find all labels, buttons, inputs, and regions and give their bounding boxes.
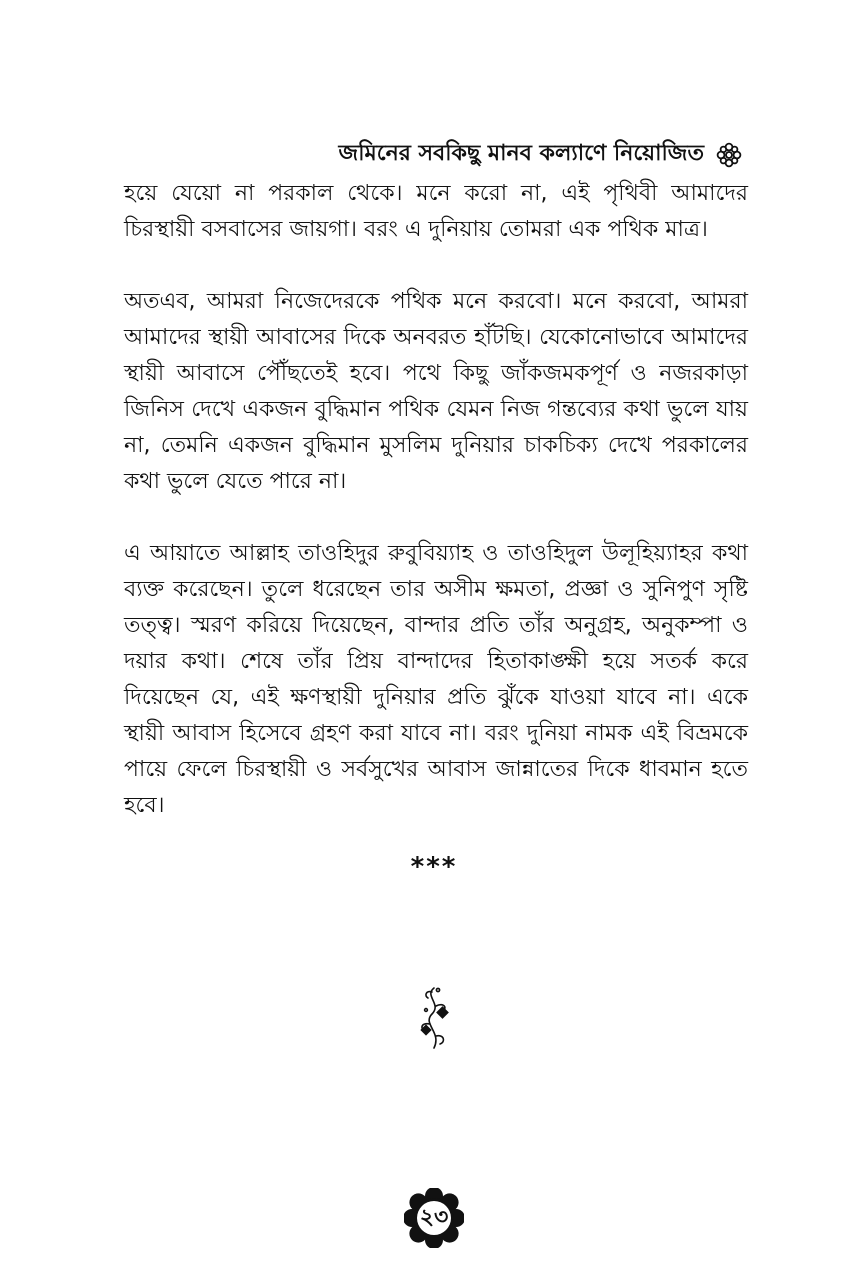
running-title: জমিনের সবকিছু মানব কল্যাণে নিয়োজিত bbox=[338, 141, 704, 166]
flower-ornament-icon bbox=[716, 142, 742, 168]
running-header bbox=[339, 136, 742, 173]
page-number: ২৩ bbox=[419, 1205, 449, 1230]
paragraph-2: অতএব, আমরা নিজেদেরকে পথিক মনে করবো। মনে করবো, আমরা আমাদের স্থায়ী আবাসের দিকে অনবরত হাঁটছি। যেকোনোভাবে আমাদের স্থায়ী আবাসে পৌঁছতেই হবে। পথে কিছু জাঁকজমকপূর্ণ ও নজরকাড়া জিনিস দেখে একজন বুদ্ধিমান পথিক যেমন নিজ গন্তব্যের কথা ভুলে যায় না, তেমনি একজন বুদ্ধিমান মুসলিম দুনিয়ার চাকচিক্য দেখে পরকালের কথা ভুলে যেতে পারে না। bbox=[124, 289, 748, 494]
floral-vine-ornament-icon bbox=[414, 984, 454, 1052]
page-number-badge bbox=[404, 1188, 464, 1248]
body-text bbox=[124, 176, 748, 824]
paragraph-3: এ আয়াতে আল্লাহ তাওহিদুর রুবুবিয়্যাহ ও তাওহিদুল উলূহিয়্যাহর কথা ব্যক্ত করেছেন। তুলে ধরেছেন তার অসীম ক্ষমতা, প্রজ্ঞা ও সুনিপুণ সৃষ্টি তত্ত্ব। স্মরণ করিয়ে দিয়েছেন, বান্দার প্রতি তাঁর অনুগ্রহ, অনুকম্পা ও দয়ার কথা। শেষে তাঁর প্রিয় বান্দাদের হিতাকাঙ্ক্ষী হয়ে সতর্ক করে দিয়েছেন যে, এই ক্ষণস্থায়ী দুনিয়ার প্রতি ঝুঁকে যাওয়া যাবে না। একে স্থায়ী আবাস হিসেবে গ্রহণ করা যাবে না। বরং দুনিয়া নামক এই বিভ্রমকে পায়ে ফেলে চিরস্থায়ী ও সর্বসুখের আবাস জান্নাতের দিকে ধাবমান হতে হবে। bbox=[124, 541, 748, 818]
paragraph-1: হয়ে যেয়ো না পরকাল থেকে। মনে করো না, এই পৃথিবী আমাদের চিরস্থায়ী বসবাসের জায়গা। বরং এ দুনিয়ায় তোমরা এক পথিক মাত্র। bbox=[124, 181, 748, 242]
section-separator: *** bbox=[410, 852, 458, 882]
